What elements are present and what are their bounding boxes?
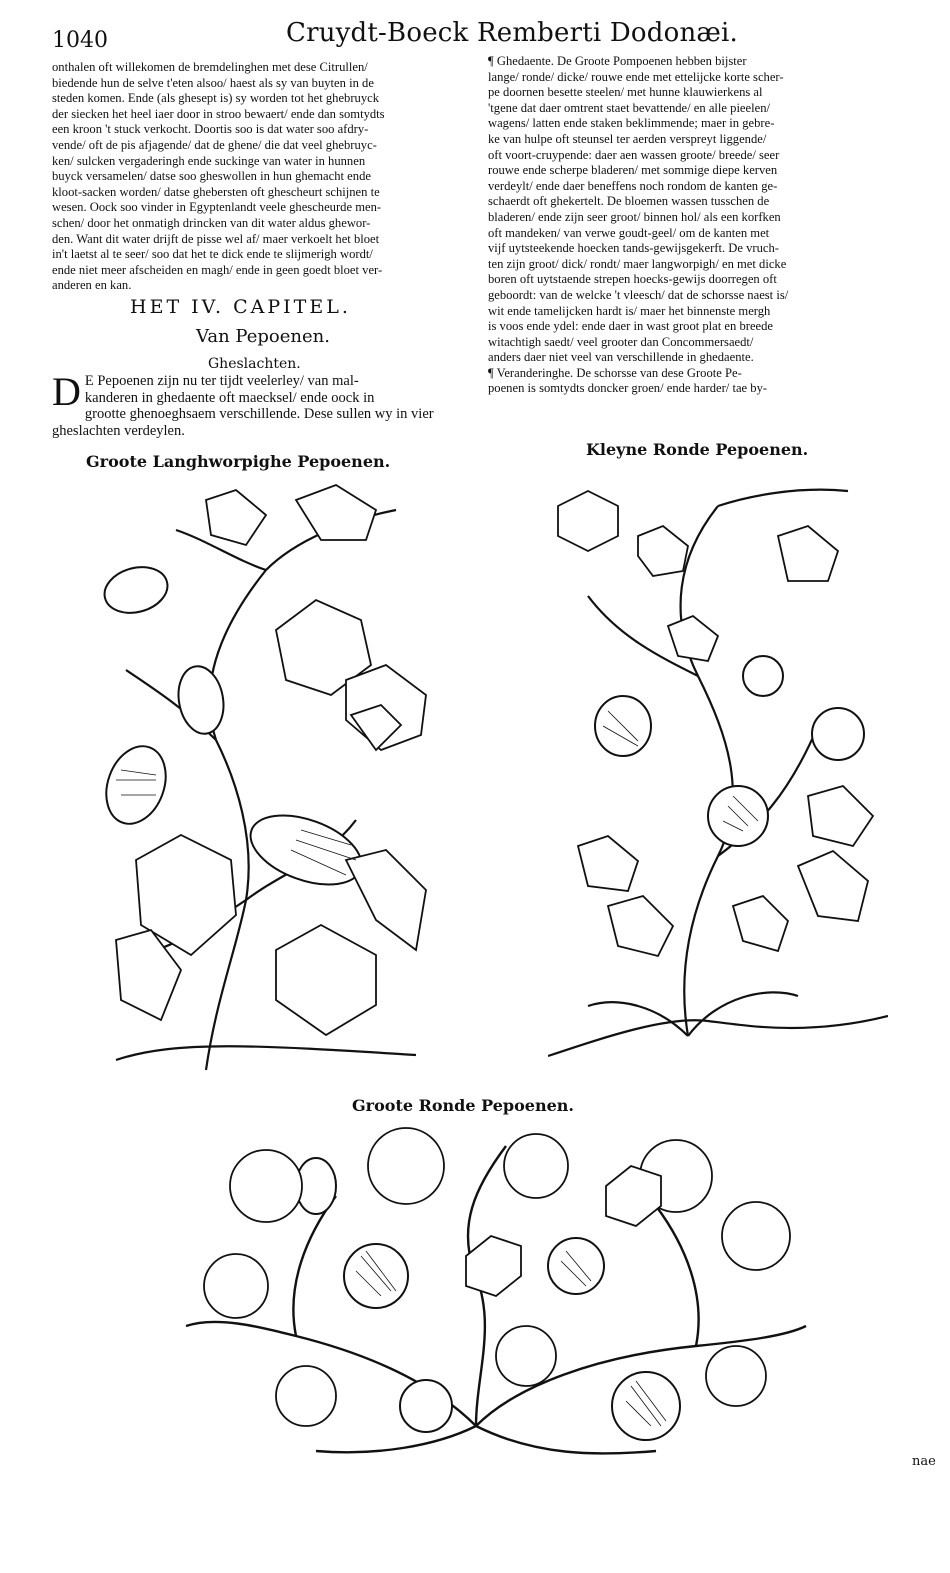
text-line: ten zijn groot/ dick/ rondt/ maer langworpigh/ en met dicke [488, 256, 787, 271]
text-line: poenen is somtydts doncker groen/ ende harder/ tae by- [488, 381, 768, 396]
text-line: steden komen. Ende (als ghesept is) sy worden tot het ghebruyck [52, 91, 380, 106]
text-line: ke van hulpe oft steunsel ter aerden verspreyt liggende/ [488, 131, 767, 146]
text-line: kanderen in ghedaente oft maecksel/ ende oock in [84, 389, 375, 406]
intro-paragraph [52, 369, 470, 439]
section-heading: Gheslachten. [208, 356, 301, 372]
text-line: vijf uytsteekende hoecken tands-gewijsgekerft. De vruch- [488, 241, 779, 256]
text-line: geboordt: van de welcke 't vleesch/ dat de schorsse naest is/ [488, 287, 789, 302]
text-line: oft voort-cruypende: daer aen wassen groote/ breede/ seer [488, 147, 780, 162]
woodcut-small-round-pumpkins [548, 476, 888, 1066]
right-column-text [488, 54, 908, 397]
text-line: buyck versamelen/ datse soo gheswollen in hun ghemacht ende [52, 169, 371, 184]
running-title: Cruydt-Boeck Remberti Dodonæi. [286, 18, 739, 48]
page-number: 1040 [52, 28, 108, 53]
text-line: in't laetst al te seer/ soo dat het te dick ende te slijmerigh wordt/ [52, 247, 373, 262]
text-line: wesen. Oock soo vinder in Egyptenlandt veele ghescheurde men- [52, 200, 382, 215]
text-line: pe doornen besette steelen/ met hunne klauwierkens al [488, 85, 763, 100]
drop-cap: D [52, 369, 81, 414]
text-line: schaerdt oft ghekertelt. De bloemen wassen tusschen de [488, 194, 770, 209]
text-line: witachtigh saedt/ veel grooter dan Concommersaedt/ [488, 334, 754, 349]
text-line: kloot-sacken worden/ datse ghebersten oft ghescheurt schijnen te [52, 184, 380, 199]
text-line: anderen en kan. [52, 278, 132, 293]
chapter-subtitle: Van Pepoenen. [196, 326, 330, 347]
text-line: ken/ sulcken vergaderingh ende suckinge van water in hunnen [52, 153, 366, 168]
figure-caption-large-round-pumpkins: Groote Ronde Pepoenen. [352, 1096, 574, 1115]
text-line: onthalen oft willekomen de bremdelinghen met dese Citrullen/ [52, 60, 368, 74]
chapter-title: HET IV. CAPITEL. [130, 296, 351, 318]
text-line: wit ende tamelijcken hardt is/ maer het binnenste mergh [488, 303, 771, 318]
text-line: 'tgene dat daer omtrent staet bevattende/ en alle pieelen/ [488, 100, 771, 115]
text-line: E Pepoenen zijn nu ter tijdt veelerley/ van mal- [84, 373, 359, 389]
figure-caption-long-pumpkins: Groote Langhworpighe Pepoenen. [86, 452, 391, 471]
text-line: rouwe ende scherpe bladeren/ met sommige diepe kerven [488, 163, 778, 178]
figure-caption-small-round-pumpkins: Kleyne Ronde Pepoenen. [586, 440, 809, 459]
text-line: der siecken het heel iaer door in stroo bewaert/ ende dan somtydts [52, 106, 385, 121]
text-line: biedende hun de selve t'eten alsoo/ haest als sy van buyten in de [52, 75, 374, 90]
text-line: gheslachten verdeylen. [52, 422, 185, 439]
text-line: bladeren/ ende zijn seer groot/ binnen hol/ als een korfken [488, 209, 781, 224]
text-line: den. Want dit water drijft de pisse wel af/ maer verkoelt het bloet [52, 231, 380, 246]
text-line: ende niet meer afscheiden en magh/ ende in geen goedt bloet ver- [52, 262, 383, 277]
text-line: is voos ende ydel: ende daer in wast groot plat en breede [488, 319, 774, 334]
text-line: een kroon 't stuck verkocht. Doortis soo is dat water soo afdry- [52, 122, 369, 137]
text-line: ¶ Veranderinghe. De schorsse van dese Groote Pe- [488, 365, 742, 380]
text-line: vende/ oft de pis afjagende/ dat de ghene/ die dat veel ghebruyc- [52, 137, 377, 152]
text-line: anders daer niet veel van verschillende in ghedaente. [488, 350, 754, 365]
text-line: wagens/ latten ende staken beklimmende; maer in gebre- [488, 116, 775, 131]
text-line: oft mandeken/ van verwe goudt-geel/ om de kanten met [488, 225, 770, 240]
woodcut-long-pumpkins [96, 480, 436, 1080]
catchword: nae [912, 1454, 936, 1469]
text-line: grootte ghenoeghsaem verschillende. Dese sullen wy in vier [84, 406, 434, 422]
left-column-text [52, 60, 470, 294]
text-line: schen/ door het onmatigh drincken van dit water aldus ghewor- [52, 215, 371, 230]
text-line: boren oft uytstaende strepen hoecks-gewijs doorregen oft [488, 272, 777, 287]
text-line: ¶ Ghedaente. De Groote Pompoenen hebben bijster [488, 54, 747, 68]
woodcut-large-round-pumpkins [176, 1126, 816, 1466]
text-line: verdeylt/ ende daer beneffens noch rondom de kanten ge- [488, 178, 778, 193]
text-line: lange/ ronde/ dicke/ rouwe ende met ettelijcke korte scher- [488, 69, 784, 84]
